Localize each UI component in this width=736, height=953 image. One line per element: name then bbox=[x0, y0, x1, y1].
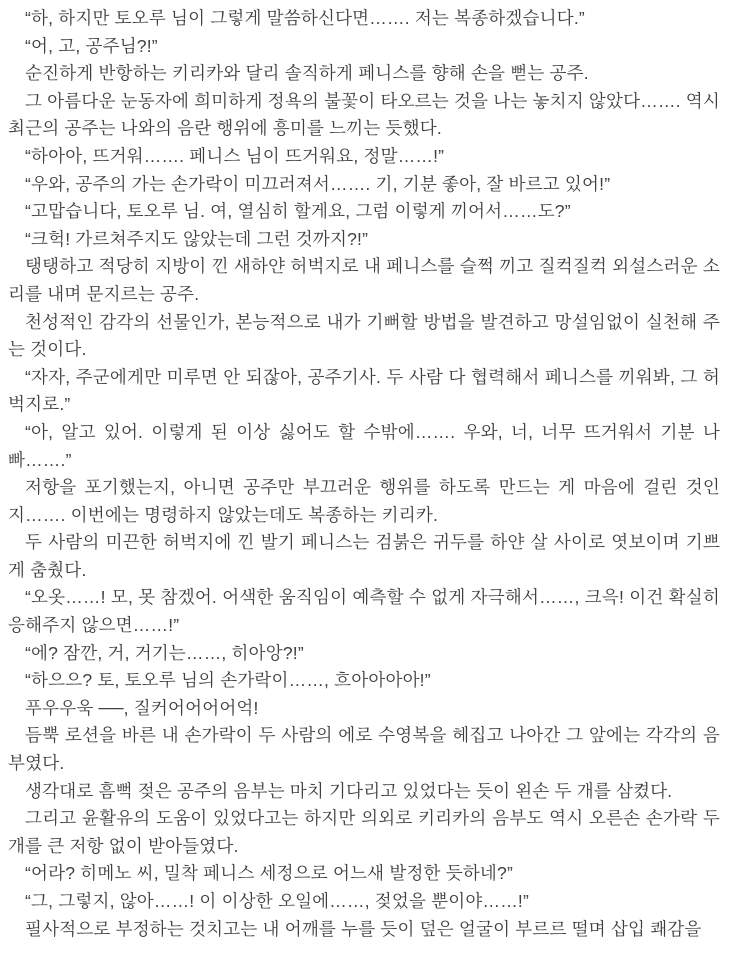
text-content bbox=[8, 5, 720, 943]
paragraph: “크헉! 가르쳐주지도 않았는데 그런 것까지?!” bbox=[25, 228, 369, 249]
paragraph: “하, 하지만 토오루 님이 그렇게 말씀하신다면……. 저는 복종하겠습니다.” bbox=[25, 8, 585, 28]
paragraph: “하으으? 토, 토오루 님의 손가락이……, 흐아아아아!” bbox=[25, 670, 431, 691]
paragraph: “에? 잠깐, 거, 거기는……, 히아앙?!” bbox=[25, 642, 304, 663]
paragraph: 저항을 포기했는지, 아니면 공주만 부끄러운 행위를 하도록 만드는 게 마음에 걸린 것인지……. 이번에는 명령하지 않았는데도 복종하는 키리카. bbox=[8, 477, 720, 525]
paragraph: “자자, 주군에게만 미루면 안 되잖아, 공주기사. 두 사람 다 협력해서 페니스를 끼워봐, 그 허벅지로.” bbox=[8, 366, 720, 415]
paragraph: 푸우우욱 ──, 질커어어어어억! bbox=[25, 697, 259, 718]
paragraph: 필사적으로 부정하는 것치고는 내 어깨를 누를 듯이 덮은 얼굴이 부르르 떨며 삽입 쾌감을 bbox=[25, 918, 702, 939]
paragraph: “어, 고, 공주님?!” bbox=[25, 35, 158, 56]
paragraph: 천성적인 감각의 선물인가, 본능적으로 내가 기뻐할 방법을 발견하고 망설임없이 실천해 주는 것이다. bbox=[8, 311, 720, 360]
paragraph: “하아아, 뜨거워……. 페니스 님이 뜨거워요, 정말……!” bbox=[25, 145, 445, 166]
paragraph: “아, 알고 있어. 이렇게 된 이상 싫어도 할 수밖에……. 우와, 너, 너무 뜨거워서 기분 나빠…….” bbox=[8, 421, 720, 470]
paragraph: “우와, 공주의 가는 손가락이 미끄러져서……. 기, 기분 좋아, 잘 바르고 있어!” bbox=[25, 173, 611, 194]
paragraph: “어라? 히메노 씨, 밀착 페니스 세정으로 어느새 발정한 듯하네?” bbox=[25, 863, 513, 884]
paragraph: 생각대로 흠뻑 젖은 공주의 음부는 마치 기다리고 있었다는 듯이 왼손 두 개를 삼켰다. bbox=[25, 780, 673, 801]
paragraph: 두 사람의 미끈한 허벅지에 낀 발기 페니스는 검붉은 귀두를 하얀 살 사이로 엿보이며 기쁘게 춤췄다. bbox=[8, 532, 720, 580]
paragraph: 듬뿍 로션을 바른 내 손가락이 두 사람의 에로 수영복을 헤집고 나아간 그 앞에는 각각의 음부였다. bbox=[8, 725, 720, 774]
paragraph: “고맙습니다, 토오루 님. 여, 열심히 할게요, 그럼 이렇게 끼어서……도?” bbox=[25, 201, 571, 222]
paragraph: “오옷……! 모, 못 참겠어. 어색한 움직임이 예측할 수 없게 자극해서……, 크윽! 이건 확실히 응해주지 않으면……!” bbox=[8, 587, 720, 636]
paragraph: 순진하게 반항하는 키리카와 달리 솔직하게 페니스를 향해 손을 뻗는 공주. bbox=[25, 63, 589, 84]
paragraph: 탱탱하고 적당히 지방이 낀 새하얀 허벅지로 내 페니스를 슬쩍 끼고 질컥질컥 외설스러운 소리를 내며 문지르는 공주. bbox=[8, 256, 720, 304]
paragraph: 그리고 윤활유의 도움이 있었다고는 하지만 의외로 키리카의 음부도 역시 오른손 손가락 두 개를 큰 저항 없이 받아들였다. bbox=[8, 808, 720, 856]
paragraph: “그, 그렇지, 않아……! 이 이상한 오일에……, 젖었을 뿐이야……!” bbox=[25, 891, 529, 911]
paragraph: 그 아름다운 눈동자에 희미하게 정욕의 불꽃이 타오르는 것을 나는 놓치지 않았다……. 역시 최근의 공주는 나와의 음란 행위에 흥미를 느끼는 듯했다. bbox=[8, 90, 720, 139]
